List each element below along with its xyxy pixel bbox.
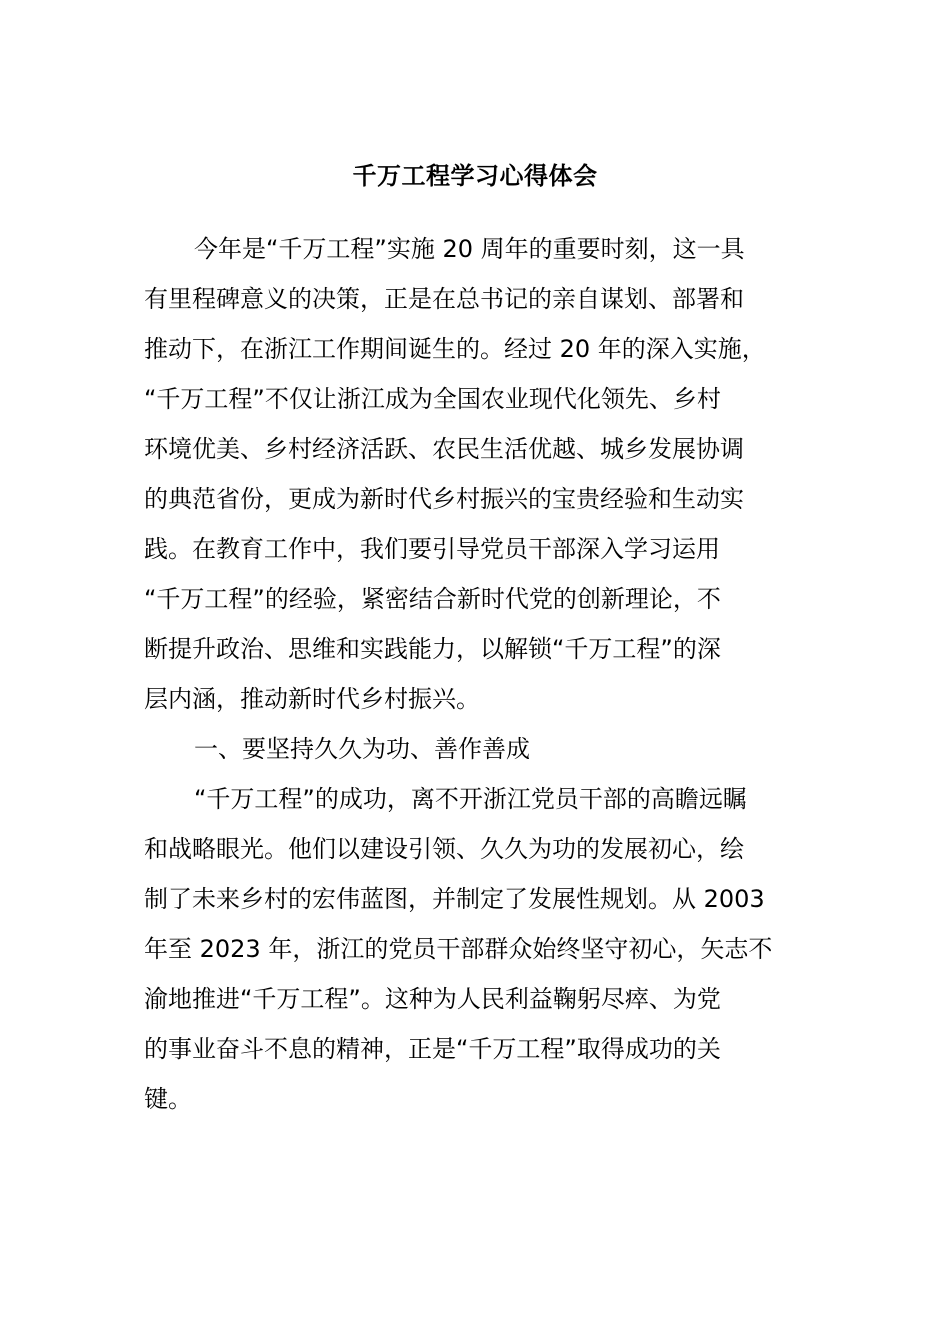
- paragraph-line: 断提升政治、思维和实践能力，以解锁“千万工程”的深: [144, 635, 721, 663]
- paragraph-line: 层内涵，推动新时代乡村振兴。: [144, 685, 480, 713]
- paragraph-line: 今年是“千万工程”实施 20 周年的重要时刻，这一具: [194, 235, 745, 263]
- section-heading: 一、要坚持久久为功、善作善成: [194, 735, 530, 763]
- paragraph-line: 环境优美、乡村经济活跃、农民生活优越、城乡发展协调: [144, 435, 744, 463]
- paragraph-line: 践。在教育工作中，我们要引导党员干部深入学习运用: [144, 535, 720, 563]
- paragraph-line: “千万工程”不仅让浙江成为全国农业现代化领先、乡村: [144, 385, 721, 413]
- document-title: 千万工程学习心得体会: [352, 162, 598, 190]
- paragraph-line: 有里程碑意义的决策，正是在总书记的亲自谋划、部署和: [144, 285, 744, 313]
- paragraph-line: “千万工程”的经验，紧密结合新时代党的创新理论，不: [144, 585, 721, 613]
- paragraph-line: 和战略眼光。他们以建设引领、久久为功的发展初心，绘: [144, 835, 744, 863]
- paragraph-line: 制了未来乡村的宏伟蓝图，并制定了发展性规划。从 2003: [144, 885, 765, 913]
- paragraph-line: 键。: [144, 1085, 192, 1113]
- paragraph-line: 渝地推进“千万工程”。这种为人民利益鞠躬尽瘁、为党: [144, 985, 721, 1013]
- paragraph-line: 的典范省份，更成为新时代乡村振兴的宝贵经验和生动实: [144, 485, 744, 513]
- paragraph-line: 年至 2023 年，浙江的党员干部群众始终坚守初心，矢志不: [144, 935, 773, 963]
- paragraph-line: 推动下，在浙江工作期间诞生的。经过 20 年的深入实施，: [144, 335, 766, 363]
- paragraph-line: 的事业奋斗不息的精神，正是“千万工程”取得成功的关: [144, 1035, 721, 1063]
- paragraph-line: “千万工程”的成功，离不开浙江党员干部的高瞻远瞩: [194, 785, 747, 813]
